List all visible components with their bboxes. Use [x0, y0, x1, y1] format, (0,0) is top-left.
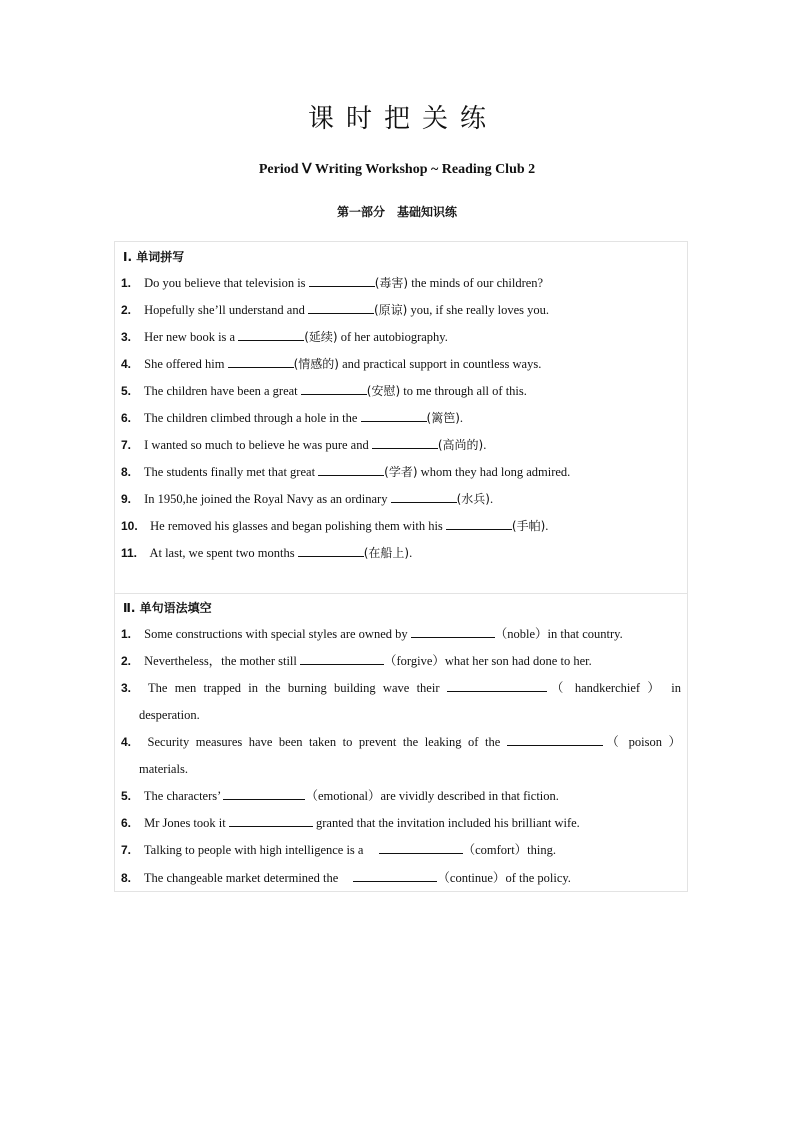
question-item — [121, 783, 681, 810]
question-number: 5. — [121, 789, 132, 803]
answer-blank[interactable] — [507, 734, 603, 746]
question-number: 5. — [121, 384, 132, 398]
question-text: and practical support in countless ways. — [338, 357, 542, 371]
question-text: . — [409, 546, 413, 560]
question-text: . — [489, 492, 494, 506]
answer-blank[interactable] — [238, 329, 304, 341]
answer-blank[interactable] — [353, 870, 437, 882]
question-number: 8. — [121, 871, 132, 885]
hint: (毒害) — [374, 276, 409, 290]
answer-blank[interactable] — [372, 437, 438, 449]
question-text: In 1950,he joined the Royal Navy as an ordinary — [144, 492, 391, 506]
question-number: 7. — [121, 438, 132, 452]
question-text: The students finally met that great — [143, 465, 319, 479]
question-text: Some constructions with special styles are owned by — [144, 627, 411, 641]
question-text: . — [483, 438, 487, 452]
question-item — [121, 865, 681, 892]
question-text: Security measures have been taken to prevent the leaking of the — [147, 735, 507, 749]
hint: （ handkerchief ） — [546, 681, 664, 695]
question-continuation: desperation. — [139, 708, 200, 722]
question-text: I wanted so much to believe he was pure and — [144, 438, 372, 452]
answer-blank[interactable] — [361, 410, 427, 422]
question-item — [121, 540, 681, 567]
answer-blank[interactable] — [308, 302, 374, 314]
question-text: Her new book is a — [144, 330, 239, 344]
question-text: At last, we spent two months — [149, 546, 298, 560]
question-item — [121, 459, 681, 486]
question-text: to me through all of this. — [400, 384, 527, 398]
question-line — [121, 675, 681, 702]
hint: (学者) — [384, 465, 418, 479]
answer-blank[interactable] — [309, 275, 375, 287]
question-text: you, if she really loves you. — [407, 303, 549, 317]
question-text: The characters’ — [143, 789, 224, 803]
question-item — [121, 810, 681, 837]
hint: (原谅) — [373, 303, 408, 317]
question-text: The children have been a great — [143, 384, 301, 398]
answer-blank[interactable] — [300, 653, 384, 665]
question-text: . — [545, 519, 549, 533]
question-item — [121, 324, 681, 351]
question-number: 2. — [121, 654, 132, 668]
page-title: 课时把关练 — [307, 104, 498, 134]
answer-blank[interactable] — [391, 491, 457, 503]
section-word-spelling — [114, 241, 688, 594]
question-number: 8. — [121, 465, 132, 479]
question-number: 11. — [121, 546, 138, 560]
question-item — [121, 648, 681, 675]
question-item — [121, 270, 681, 297]
answer-blank[interactable] — [229, 815, 313, 827]
question-text: The changeable market determined the — [143, 871, 342, 885]
question-number: 6. — [121, 816, 132, 830]
part-heading: 第一部分 基础知识练 — [336, 205, 457, 219]
question-text: whom they had long admired. — [417, 465, 571, 479]
question-text: of the policy. — [505, 871, 571, 885]
question-text: Hopefully she’ll understand and — [144, 303, 308, 317]
question-number: 4. — [121, 735, 132, 749]
question-item — [121, 297, 681, 324]
hint: (水兵) — [456, 492, 490, 506]
question-number: 10. — [121, 519, 138, 533]
answer-blank[interactable] — [301, 383, 367, 395]
question-item — [121, 405, 681, 432]
hint: (延续) — [304, 330, 338, 344]
answer-blank[interactable] — [298, 545, 364, 557]
question-item — [121, 486, 681, 513]
answer-blank[interactable] — [411, 626, 495, 638]
question-number: 9. — [121, 492, 132, 506]
question-text: granted that the invitation included his brilliant wife. — [312, 816, 580, 830]
question-text: in that country. — [547, 627, 623, 641]
hint: (手帕) — [511, 519, 546, 533]
lesson-subtitle: Period Ⅴ Writing Workshop ~ Reading Club 2 — [258, 162, 536, 177]
question-number: 3. — [121, 330, 132, 344]
question-text: The men trapped in the burning building wave their — [148, 681, 447, 695]
hint: (在船上) — [363, 546, 410, 560]
section-heading: Ⅰ. 单词拼写 — [123, 250, 185, 264]
question-text: She offered him — [144, 357, 228, 371]
answer-blank[interactable] — [318, 464, 384, 476]
hint: （ poison ） — [602, 735, 681, 749]
question-text: Do you believe that television is — [144, 276, 309, 290]
question-text: The children climbed through a hole in the — [143, 411, 361, 425]
question-number: 1. — [121, 627, 132, 641]
question-line — [121, 729, 681, 756]
hint: （forgive） — [384, 654, 445, 668]
hint: (篱笆) — [426, 411, 460, 425]
question-text: of her autobiography. — [337, 330, 448, 344]
question-text: Talking to people with high intelligence is a — [143, 843, 367, 857]
question-item — [121, 621, 681, 648]
answer-blank[interactable] — [379, 842, 463, 854]
question-item — [121, 432, 681, 459]
hint: （continue） — [437, 871, 506, 885]
question-item — [121, 729, 681, 783]
question-text: are vividly described in that fiction. — [380, 789, 559, 803]
answer-blank[interactable] — [446, 518, 512, 530]
question-number: 2. — [121, 303, 132, 317]
question-item — [121, 675, 681, 729]
question-item — [121, 513, 681, 540]
hint: (安慰) — [366, 384, 401, 398]
answer-blank[interactable] — [223, 788, 305, 800]
hint: (情感的) — [293, 357, 339, 371]
question-continuation: materials. — [139, 762, 188, 776]
question-text: . — [459, 411, 464, 425]
question-text: Nevertheless，the mother still — [144, 654, 300, 668]
answer-blank[interactable] — [228, 356, 294, 368]
question-text: He removed his glasses and began polishing them with his — [150, 519, 446, 533]
section-heading: Ⅱ. 单句语法填空 — [123, 601, 212, 615]
question-text: thing. — [527, 843, 556, 857]
answer-blank[interactable] — [447, 680, 547, 692]
hint: (高尚的) — [437, 438, 484, 452]
question-text: what her son had done to her. — [444, 654, 592, 668]
question-item — [121, 837, 681, 864]
question-item — [121, 378, 681, 405]
question-text: in — [664, 681, 681, 695]
question-number: 1. — [121, 276, 132, 290]
question-number: 6. — [121, 411, 132, 425]
question-text: the minds of our children? — [408, 276, 544, 290]
question-text: Mr Jones took it — [144, 816, 229, 830]
hint: （noble） — [494, 627, 548, 641]
section-grammar-fill — [114, 594, 688, 892]
question-number: 3. — [121, 681, 132, 695]
hint: （emotional） — [305, 789, 381, 803]
question-number: 4. — [121, 357, 132, 371]
hint: （comfort） — [462, 843, 528, 857]
question-number: 7. — [121, 843, 132, 857]
question-item — [121, 351, 681, 378]
